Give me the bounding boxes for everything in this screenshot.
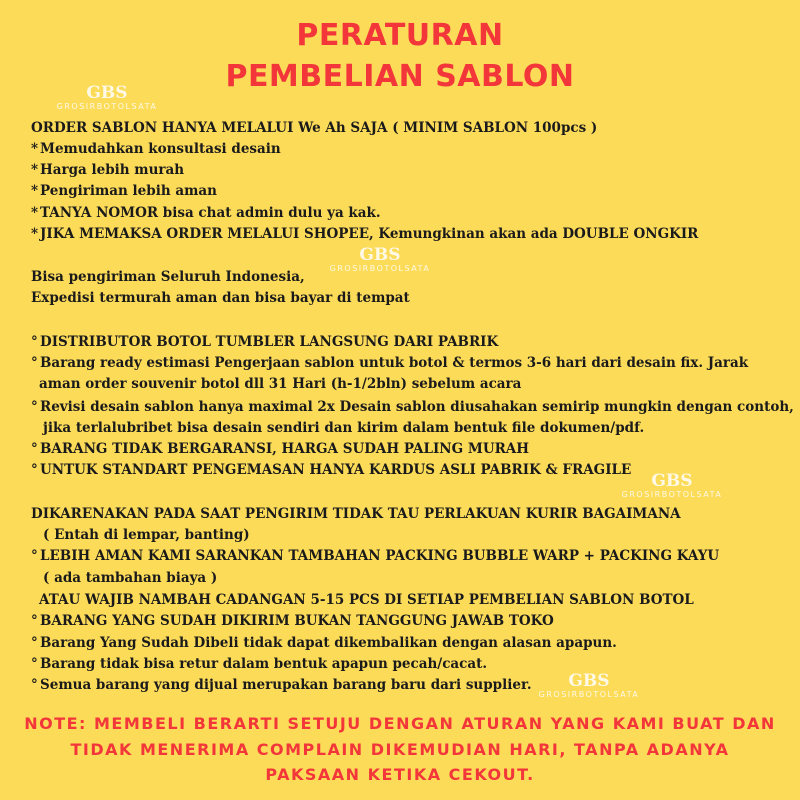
list-item	[31, 460, 631, 480]
list-item-continuation: ( ada tambahan biaya )	[43, 570, 218, 586]
list-item-text: Barang tidak bisa retur dalam bentuk apapun pecah/cacat.	[40, 656, 488, 672]
list-item	[31, 332, 498, 352]
watermark-logo-text: GBS	[568, 671, 610, 691]
degree-bullet: °	[31, 548, 38, 564]
list-item	[31, 160, 184, 180]
watermark-logo-text: GBS	[359, 245, 401, 265]
list-item	[31, 654, 487, 674]
list-item-text: JIKA MEMAKSA ORDER MELALUI SHOPEE, Kemungkinan akan ada DOUBLE ONGKIR	[40, 226, 699, 242]
list-item	[31, 546, 719, 566]
watermark-sub-text: GROSIRBOTOLSATA	[538, 690, 640, 699]
watermark-logo	[534, 672, 644, 700]
degree-bullet: °	[31, 462, 38, 478]
watermark-sub-text: GROSIRBOTOLSATA	[329, 264, 431, 273]
degree-bullet: °	[31, 399, 38, 415]
courier-warning: DIKARENAKAN PADA SAAT PENGIRIM TIDAK TAU PERLAKUAN KURIR BAGAIMANA	[31, 506, 681, 522]
list-item-text: BARANG TIDAK BERGARANSI, HARGA SUDAH PALING MURAH	[40, 441, 530, 457]
degree-bullet: °	[31, 355, 38, 371]
order-header: ORDER SABLON HANYA MELALUI We Ah SAJA ( MINIM SABLON 100pcs )	[31, 120, 598, 136]
list-item	[31, 353, 748, 373]
list-item-continuation: ATAU WAJIB NAMBAH CADANGAN 5-15 PCS DI SETIAP PEMBELIAN SABLON BOTOL	[39, 592, 694, 608]
note-line1: NOTE: MEMBELI BERARTI SETUJU DENGAN ATURAN YANG KAMI BUAT DAN	[24, 714, 776, 733]
degree-bullet: °	[31, 656, 38, 672]
shipping-line: Bisa pengiriman Seluruh Indonesia,	[31, 269, 305, 285]
list-item-text: Barang Yang Sudah Dibeli tidak dapat dikembalikan dengan alasan apapun.	[40, 635, 617, 651]
list-item	[31, 611, 554, 631]
list-item	[31, 633, 617, 653]
list-item-continuation: jika terlalubribet bisa desain sendiri dan kirim dalam bentuk file dokumen/pdf.	[43, 420, 645, 436]
list-item-text: Revisi desain sablon hanya maximal 2x Desain sablon diusahakan semirip mungkin dengan contoh,	[40, 399, 794, 415]
watermark-logo	[617, 472, 727, 500]
page-title-line2: PEMBELIAN SABLON	[225, 59, 575, 94]
page-title-line1: PERATURAN	[296, 18, 504, 53]
star-bullet: *	[31, 226, 39, 242]
list-item-text: BARANG YANG SUDAH DIKIRIM BUKAN TANGGUNG JAWAB TOKO	[40, 613, 554, 629]
watermark-sub-text: GROSIRBOTOLSATA	[621, 490, 723, 499]
degree-bullet: °	[31, 334, 38, 350]
list-item-text: TANYA NOMOR bisa chat admin dulu ya kak.	[40, 205, 381, 221]
list-item-text: Harga lebih murah	[40, 162, 185, 178]
watermark-sub-text: GROSIRBOTOLSATA	[56, 102, 158, 111]
list-item-text: Semua barang yang dijual merupakan barang baru dari supplier.	[40, 677, 532, 693]
courier-warning-detail: ( Entah di lempar, banting)	[43, 527, 250, 543]
list-item-continuation: aman order souvenir botol dll 31 Hari (h-1/2bln) sebelum acara	[39, 376, 522, 392]
list-item-text: Memudahkan konsultasi desain	[40, 141, 281, 157]
note-line3: PAKSAAN KETIKA CEKOUT.	[265, 765, 535, 784]
list-item-text: DISTRIBUTOR BOTOL TUMBLER LANGSUNG DARI PABRIK	[40, 334, 499, 350]
note-line2: TIDAK MENERIMA COMPLAIN DIKEMUDIAN HARI, TANPA ADANYA	[70, 740, 730, 759]
list-item	[31, 181, 217, 201]
list-item	[31, 675, 532, 695]
watermark-logo	[325, 246, 435, 274]
star-bullet: *	[31, 183, 39, 199]
expedition-line: Expedisi termurah aman dan bisa bayar di tempat	[31, 290, 410, 306]
list-item-text: LEBIH AMAN KAMI SARANKAN TAMBAHAN PACKING BUBBLE WARP + PACKING KAYU	[40, 548, 720, 564]
watermark-logo-text: GBS	[651, 471, 693, 491]
list-item	[31, 203, 381, 223]
degree-bullet: °	[31, 613, 38, 629]
star-bullet: *	[31, 205, 39, 221]
degree-bullet: °	[31, 635, 38, 651]
watermark-logo	[52, 84, 162, 112]
degree-bullet: °	[31, 441, 38, 457]
degree-bullet: °	[31, 677, 38, 693]
list-item	[31, 439, 529, 459]
watermark-logo-text: GBS	[86, 83, 128, 103]
star-bullet: *	[31, 162, 39, 178]
list-item	[31, 397, 794, 417]
list-item-text: Pengiriman lebih aman	[40, 183, 217, 199]
list-item	[31, 224, 698, 244]
list-item-text: UNTUK STANDART PENGEMASAN HANYA KARDUS ASLI PABRIK & FRAGILE	[40, 462, 632, 478]
list-item-text: Barang ready estimasi Pengerjaan sablon untuk botol & termos 3-6 hari dari desain fix. Jarak	[40, 355, 749, 371]
list-item	[31, 139, 281, 159]
star-bullet: *	[31, 141, 39, 157]
